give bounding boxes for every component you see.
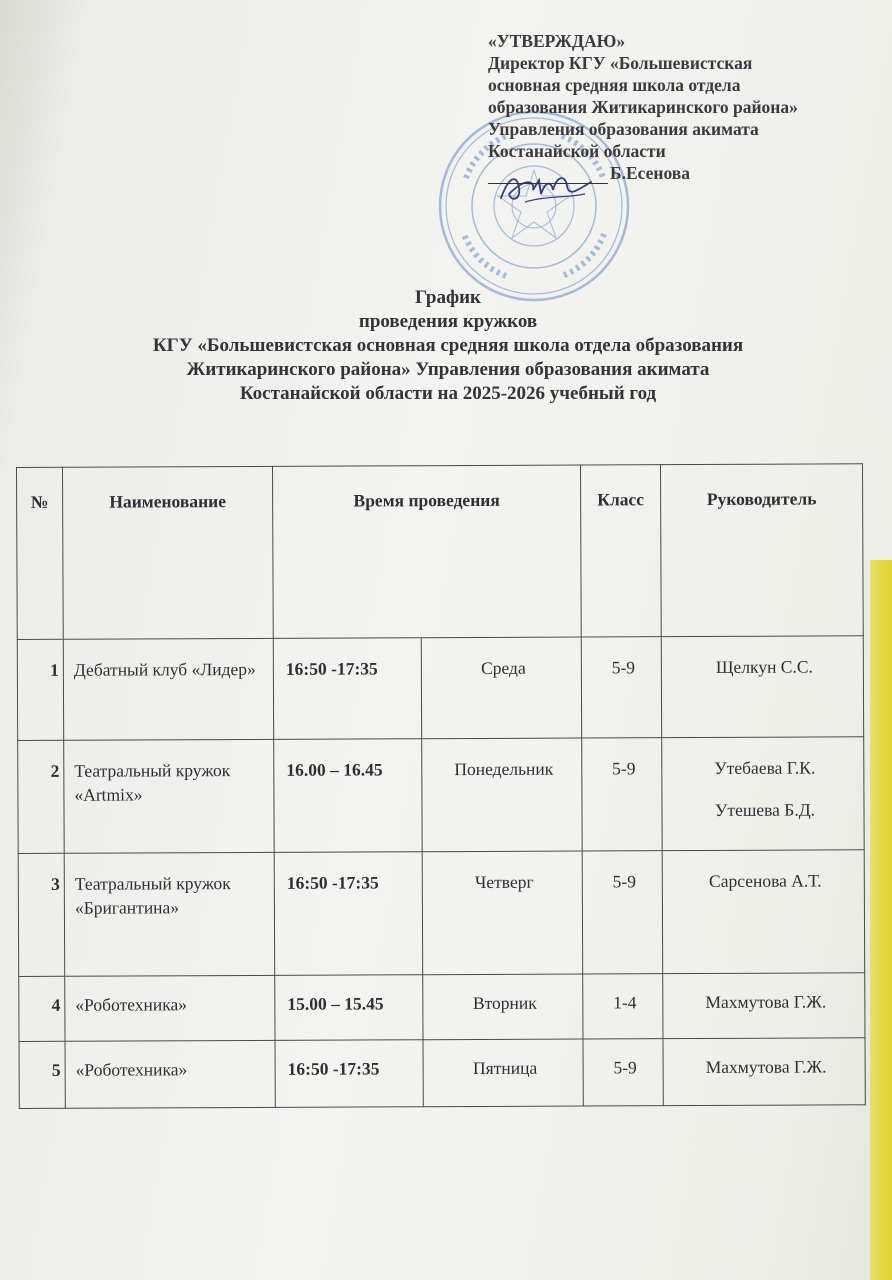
club-day: Среда xyxy=(481,657,526,678)
table-header-row xyxy=(17,464,864,640)
club-time: 16:50 -17:35 xyxy=(285,658,378,679)
leader-name: Махмутова Г.Ж. xyxy=(705,1056,827,1077)
title-line: Костанайской области на 2025-2026 учебный год xyxy=(239,383,657,404)
club-time: 16.00 – 16.45 xyxy=(286,759,383,780)
approval-line: образования Житикаринского района» xyxy=(488,97,798,117)
leader-name: Махмутова Г.Ж. xyxy=(705,991,827,1012)
club-time: 16:50 -17:35 xyxy=(287,1058,380,1079)
row-number: 1 xyxy=(50,659,59,680)
row-number: 2 xyxy=(50,760,60,781)
club-time: 16:50 -17:35 xyxy=(286,872,379,893)
club-name: Театральный кружок «Бригантина» xyxy=(74,873,231,918)
row-number: 3 xyxy=(51,873,60,894)
club-day: Пятница xyxy=(472,1057,538,1079)
row-number: 4 xyxy=(51,994,61,1015)
signer-name: Б.Есенова xyxy=(610,163,690,183)
header-leader: Руководитель xyxy=(660,464,863,637)
club-name: Дебатный клуб «Лидер» xyxy=(73,658,256,680)
approval-line: Управления образования акимата xyxy=(488,119,759,139)
table-row xyxy=(18,850,865,977)
approval-line: Костанайской области xyxy=(488,141,666,161)
title-line: проведения кружков xyxy=(358,311,538,332)
club-leader xyxy=(663,850,864,903)
header-name: Наименование xyxy=(63,466,274,639)
title-line: Житикаринского района» Управления образования акимата xyxy=(186,359,710,380)
club-name: «Роботехника» xyxy=(75,1059,188,1080)
club-leader xyxy=(662,737,863,832)
yellow-background-edge xyxy=(870,560,892,1280)
document-title xyxy=(40,286,856,406)
club-class: 5-9 xyxy=(612,871,637,892)
club-class: 5-9 xyxy=(612,758,636,779)
table-row xyxy=(17,636,863,741)
club-name: Театральный кружок «Artmix» xyxy=(74,760,231,805)
club-time: 15.00 – 15.45 xyxy=(287,993,384,1014)
approval-line: основная средняя школа отдела xyxy=(488,75,741,95)
table-row xyxy=(19,973,865,1042)
club-leader xyxy=(663,973,864,1024)
leader-name: Сарсенова А.Т. xyxy=(708,870,822,891)
approval-block xyxy=(488,30,878,184)
leader-name: Утешева Б.Д. xyxy=(714,799,816,820)
header-class: Класс xyxy=(580,465,661,637)
club-name: «Роботехника» xyxy=(75,994,188,1015)
club-day: Четверг xyxy=(474,871,534,893)
club-leader xyxy=(664,1038,865,1089)
club-day: Понедельник xyxy=(454,758,554,780)
header-time: Время проведения xyxy=(272,465,581,638)
row-number: 5 xyxy=(51,1059,61,1080)
leader-name: Щелкун С.С. xyxy=(715,656,813,677)
club-day: Вторник xyxy=(472,992,537,1014)
title-line: График xyxy=(415,287,481,308)
leader-name: Утебаева Г.К. xyxy=(714,757,816,778)
signature-blank xyxy=(488,165,608,184)
table-row xyxy=(19,1038,865,1109)
signature-line xyxy=(488,162,878,184)
header-number: № xyxy=(17,467,64,639)
club-class: 1-4 xyxy=(613,992,637,1013)
title-line: КГУ «Большевистская основная средняя школа отдела образования xyxy=(152,335,744,356)
approval-line: Директор КГУ «Большевистская xyxy=(488,53,753,73)
table-row xyxy=(18,737,864,854)
club-class: 5-9 xyxy=(611,657,636,678)
schedule-table xyxy=(16,463,866,1109)
club-leader xyxy=(662,636,863,689)
approval-line: «УТВЕРЖДАЮ» xyxy=(488,31,626,51)
club-class: 5-9 xyxy=(613,1057,637,1078)
